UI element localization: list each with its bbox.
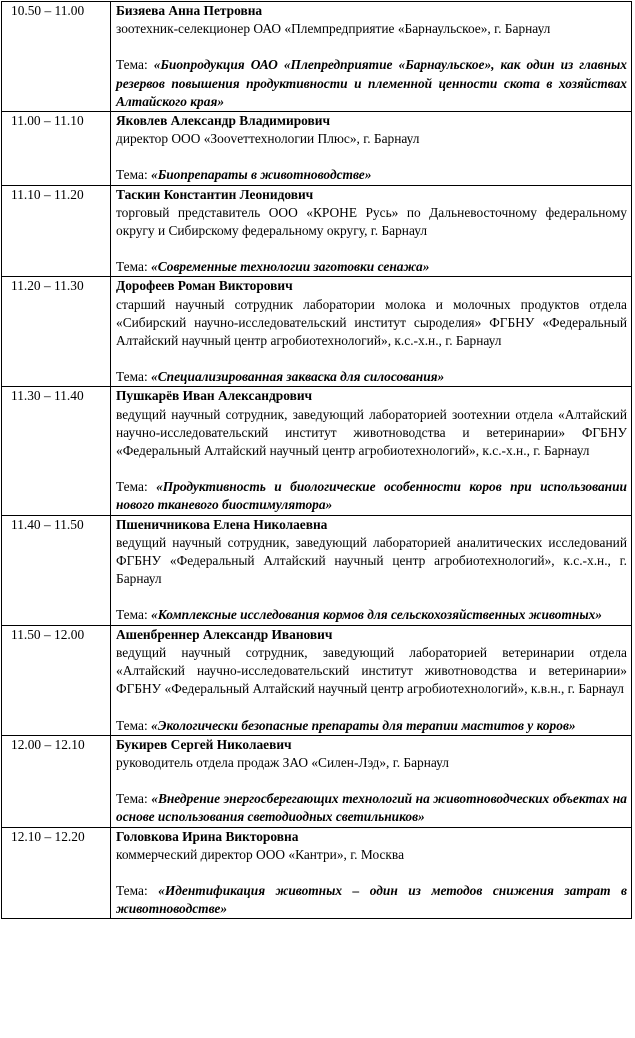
talk-topic bbox=[116, 717, 627, 735]
time-slot: 11.30 – 11.40 bbox=[2, 387, 111, 515]
time-slot: 12.10 – 12.20 bbox=[2, 827, 111, 919]
speaker-name: Бизяева Анна Петровна bbox=[116, 3, 263, 18]
speaker-cell bbox=[111, 515, 632, 625]
topic-label: Тема: bbox=[116, 479, 148, 495]
topic-label: Тема: bbox=[116, 791, 148, 807]
spacer bbox=[116, 240, 627, 258]
talk-topic bbox=[116, 258, 627, 276]
topic-label: Тема: bbox=[116, 57, 148, 73]
speaker-cell bbox=[111, 387, 632, 515]
topic-label: Тема: bbox=[116, 717, 148, 733]
speaker-cell bbox=[111, 735, 632, 827]
speaker-cell bbox=[111, 112, 632, 186]
speaker-position: старший научный сотрудник лаборатории молока и молочных продуктов отдела «Сибирский научно-исследовательский институт сыроделия» ФГБНУ «Федеральный Алтайский научный центр агробиотехнологий», к.с.-х.н., г. Барнаул bbox=[116, 296, 627, 349]
speaker-name: Букирев Сергей Николаевич bbox=[116, 736, 292, 752]
spacer bbox=[116, 148, 627, 166]
time-slot: 11.10 – 11.20 bbox=[2, 185, 111, 277]
spacer bbox=[116, 38, 627, 56]
topic-label: Тема: bbox=[116, 369, 148, 385]
speaker-cell bbox=[111, 625, 632, 735]
talk-topic bbox=[116, 478, 627, 514]
spacer bbox=[116, 772, 627, 790]
schedule-rows bbox=[2, 2, 632, 919]
talk-topic bbox=[116, 790, 627, 826]
schedule-row bbox=[2, 387, 632, 515]
time-slot: 11.50 – 12.00 bbox=[2, 625, 111, 735]
speaker-position: коммерческий директор ООО «Кантри», г. Москва bbox=[116, 846, 405, 862]
speaker-position: зоотехник-селекционер ОАО «Племпредприятие «Барнаульское», г. Барнаул bbox=[116, 21, 551, 37]
speaker-name: Яковлев Александр Владимирович bbox=[116, 113, 331, 129]
topic-label: Тема: bbox=[116, 167, 148, 183]
schedule-row bbox=[2, 625, 632, 735]
speaker-cell bbox=[111, 827, 632, 919]
talk-topic bbox=[116, 368, 627, 386]
topic-title: «Продуктивность и биологические особенности коров при использовании нового тканевого биостимулятора» bbox=[116, 479, 627, 513]
time-slot: 11.20 – 11.30 bbox=[2, 277, 111, 387]
program-schedule-table bbox=[1, 1, 632, 919]
schedule-row bbox=[2, 185, 632, 277]
speaker-position: ведущий научный сотрудник, заведующий лабораторией аналитических исследований ФГБНУ «Федеральный Алтайский научный центр агробиотехнологий», к.с.-х.н., г. Барнаул bbox=[116, 534, 627, 587]
schedule-row bbox=[2, 735, 632, 827]
schedule-row bbox=[2, 277, 632, 387]
topic-title: «Комплексные исследования кормов для сельскохозяйственных животных» bbox=[151, 607, 603, 623]
topic-title: «Идентификация животных – один из методов снижения затрат в животноводстве» bbox=[116, 882, 627, 917]
talk-topic bbox=[116, 166, 627, 184]
spacer bbox=[116, 699, 627, 717]
time-slot: 10.50 – 11.00 bbox=[2, 2, 111, 112]
spacer bbox=[116, 460, 627, 478]
topic-title: «Биопродукция ОАО «Плепредприятие «Барнаульское», как один из главных резервов повышения продуктивности и племенной ценности скота в хозяйствах Алтайского края» bbox=[116, 57, 627, 109]
speaker-name: Дорофеев Роман Викторович bbox=[116, 278, 293, 294]
topic-title: «Биопрепараты в животноводстве» bbox=[151, 167, 372, 183]
topic-title: «Специализированная закваска для силосования» bbox=[151, 369, 445, 385]
speaker-name: Пушкарёв Иван Александрович bbox=[116, 388, 313, 404]
time-slot: 11.40 – 11.50 bbox=[2, 515, 111, 625]
schedule-row bbox=[2, 827, 632, 919]
talk-topic bbox=[116, 56, 627, 111]
speaker-position: ведущий научный сотрудник, заведующий лабораторией зоотехнии отдела «Алтайский научно-исследовательский институт животноводства и ветеринарии» ФГБНУ «Федеральный Алтайский научный центр агробиотехнологий», к.с.-х.н., г. Барнаул bbox=[116, 406, 627, 459]
topic-label: Тема: bbox=[116, 607, 148, 623]
time-slot: 12.00 – 12.10 bbox=[2, 735, 111, 827]
topic-label: Тема: bbox=[116, 882, 148, 898]
speaker-position: ведущий научный сотрудник, заведующий лабораторией ветеринарии отдела «Алтайский научно-исследовательский институт животноводства и ветеринарии» ФГБНУ «Федеральный Алтайский научный центр агробиотехнологий», к.в.н., г. Барнаул bbox=[116, 644, 627, 697]
spacer bbox=[116, 588, 627, 606]
talk-topic bbox=[116, 606, 627, 624]
topic-title: «Современные технологии заготовки сенажа» bbox=[151, 259, 430, 275]
topic-title: «Внедрение энергосберегающих технологий на животноводческих объектах на основе использования светодиодных светильников» bbox=[116, 791, 627, 825]
schedule-row bbox=[2, 2, 632, 112]
speaker-cell bbox=[111, 277, 632, 387]
speaker-name: Ашенбреннер Александр Иванович bbox=[116, 626, 333, 642]
schedule-row bbox=[2, 515, 632, 625]
speaker-position: руководитель отдела продаж ЗАО «Силен-Лэд», г. Барнаул bbox=[116, 754, 449, 770]
talk-topic bbox=[116, 882, 627, 918]
time-slot: 11.00 – 11.10 bbox=[2, 112, 111, 186]
speaker-position: директор ООО «Зоovеттехнологии Плюс», г. Барнаул bbox=[116, 131, 420, 147]
speaker-cell bbox=[111, 2, 632, 112]
speaker-name: Пшеничникова Елена Николаевна bbox=[116, 516, 328, 532]
spacer bbox=[116, 864, 627, 882]
speaker-name: Таскин Константин Леонидович bbox=[116, 186, 314, 202]
speaker-name: Головкова Ирина Викторовна bbox=[116, 828, 299, 844]
speaker-cell bbox=[111, 185, 632, 277]
topic-title: «Экологически безопасные препараты для терапии маститов у коров» bbox=[151, 717, 576, 733]
spacer bbox=[116, 350, 627, 368]
speaker-position: торговый представитель ООО «КРОНЕ Русь» по Дальневосточному федеральному округу и Сибирскому федеральному округу, г. Барнаул bbox=[116, 204, 627, 239]
schedule-row bbox=[2, 112, 632, 186]
topic-label: Тема: bbox=[116, 259, 148, 275]
